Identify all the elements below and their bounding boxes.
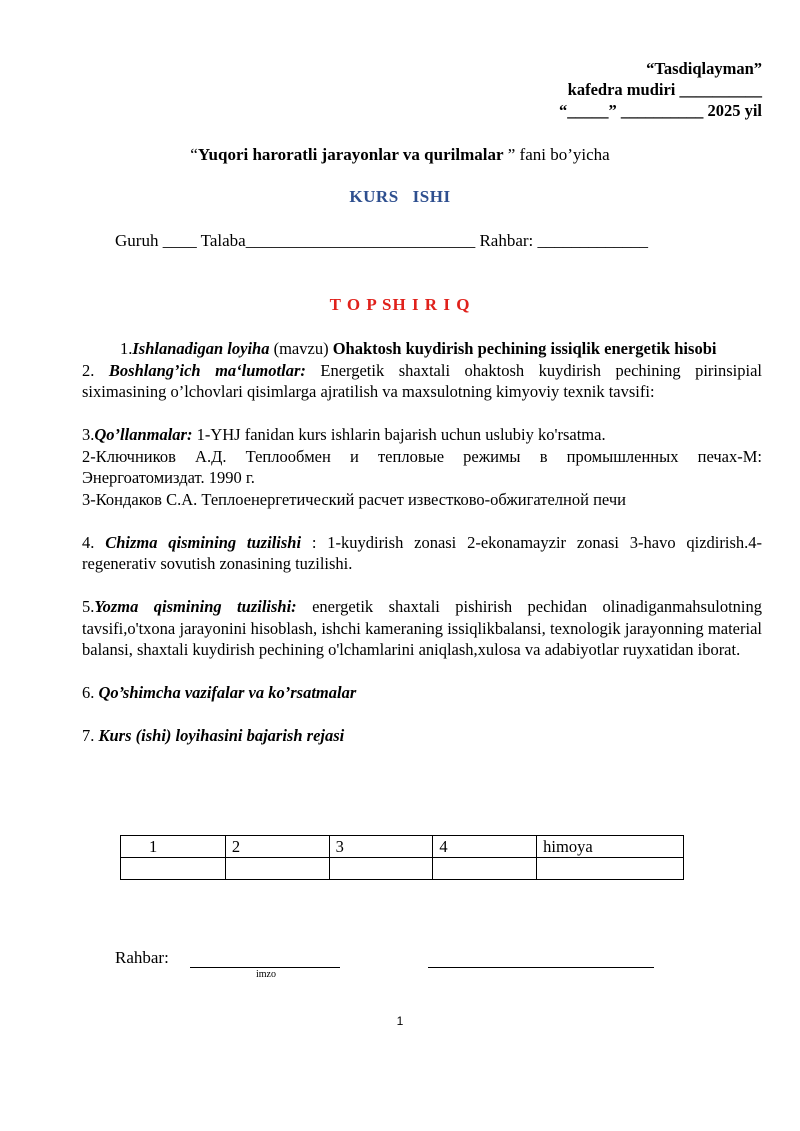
section-4-text: : 1-kuydirish zonasi 2-ekonamayzir zonasi 3-havo qizdirish.4-regenerativ sovutish zonasining tuzilishi.: [82, 532, 763, 573]
ishi-word: ISHI: [412, 187, 451, 206]
plan-table-header-cell: 3: [329, 836, 433, 858]
subject-line: [0, 145, 800, 165]
section-7-label: Kurs (ishi) loyihasini bajarish rejasi: [98, 726, 345, 745]
page-number: 1: [396, 1014, 404, 1028]
section-2-label: Boshlang’ich ma‘lumotlar:: [108, 360, 306, 380]
section-3-number: 3.: [82, 425, 95, 444]
approval-title: “Tasdiqlayman”: [646, 59, 762, 78]
section-2-number: 2.: [82, 360, 109, 380]
section-1-label: Ishlanadigan loyiha: [132, 339, 270, 358]
section-1-number: 1.: [120, 339, 133, 358]
section-2-text: Energetik shaxtali ohaktosh kuydirish pechining pirinsipial siximasining o’lchovlari qisimlarga ajratilish va maxsulotning kimyoviy texnik tavsifi:: [82, 360, 762, 401]
section-5: [82, 596, 762, 661]
section-3-label: Qo’llanmalar:: [94, 425, 193, 444]
section-7-number: 7.: [82, 726, 99, 745]
kurs-ishi-heading: [0, 187, 800, 207]
section-4-label: Chizma qismining tuzilishi: [105, 532, 302, 552]
section-5-number: 5.: [82, 597, 95, 616]
plan-table-header-row: [121, 836, 684, 858]
plan-table-cell: [121, 858, 226, 880]
section-5-label: Yozma qismining tuzilishi:: [94, 597, 297, 616]
section-3-ref-3: 3-Кондаков С.А. Теплоенергетический расчет известково-обжигателной печи: [82, 489, 626, 509]
name-line: [428, 967, 654, 968]
signature-line: [190, 967, 340, 968]
section-1-mid: (mavzu): [269, 339, 333, 358]
assignment-body: [82, 338, 762, 747]
section-3-ref-2: 2-Ключников А.Д. Теплообмен и тепловые режимы в промышленных печах-М: Энергоатомиздат. 1990 г.: [82, 446, 762, 487]
section-1: [82, 338, 762, 360]
approval-block: [559, 58, 762, 121]
plan-table-cell: [537, 858, 684, 880]
subject-quote-open: “: [190, 145, 198, 164]
plan-table-cell: [225, 858, 329, 880]
section-6-number: 6.: [82, 683, 99, 702]
section-4: [82, 532, 762, 575]
group-student-supervisor-line: Guruh ____ Talaba___________________________ Rahbar: _____________: [115, 231, 649, 250]
subject-tail: ” fani bo’yicha: [503, 145, 610, 164]
section-7: [82, 725, 762, 747]
plan-table-header-cell: 2: [225, 836, 329, 858]
section-1-topic: Ohaktosh kuydirish pechining issiqlik energetik hisobi: [332, 339, 717, 358]
plan-table: [120, 835, 684, 880]
section-4-number: 4.: [82, 532, 106, 552]
section-3-text: 1-YHJ fanidan kurs ishlarin bajarish uchun uslubiy ko'rsatma.: [192, 425, 606, 444]
kurs-word: KURS: [349, 187, 399, 206]
plan-table-row: [121, 858, 684, 880]
subject-title: Yuqori haroratli jarayonlar va qurilmalar: [197, 145, 504, 164]
topshiriq-heading: T O P SH I R I Q: [329, 295, 471, 314]
section-6-label: Qo’shimcha vazifalar va ko’rsatmalar: [98, 683, 357, 702]
plan-table-header-cell: 4: [433, 836, 537, 858]
plan-table-header-cell: 1: [121, 836, 226, 858]
approval-date: “_____” __________ 2025 yil: [558, 101, 762, 120]
supervisor-label: Rahbar:: [115, 948, 169, 967]
plan-table-cell: [433, 858, 537, 880]
plan-table-cell: [329, 858, 433, 880]
section-5-text: energetik shaxtali pishirish pechidan olinadiganmahsulotning tavsifi,o'txona jarayonini hisoblash, ishchi kameraning issiqlikbalansi, texnologik jarayonning material balansi, shaxtali kuydirish pechining o'lchamlarini aniqlash,xulosa va adabiyotlar ruyxatidan iborat.: [82, 597, 762, 659]
signature-caption: imzo: [256, 969, 276, 980]
approval-position: kafedra mudiri __________: [567, 80, 762, 99]
section-2: [82, 360, 762, 403]
section-6: [82, 682, 762, 704]
plan-table-header-cell: himoya: [537, 836, 684, 858]
section-3: [82, 424, 762, 446]
